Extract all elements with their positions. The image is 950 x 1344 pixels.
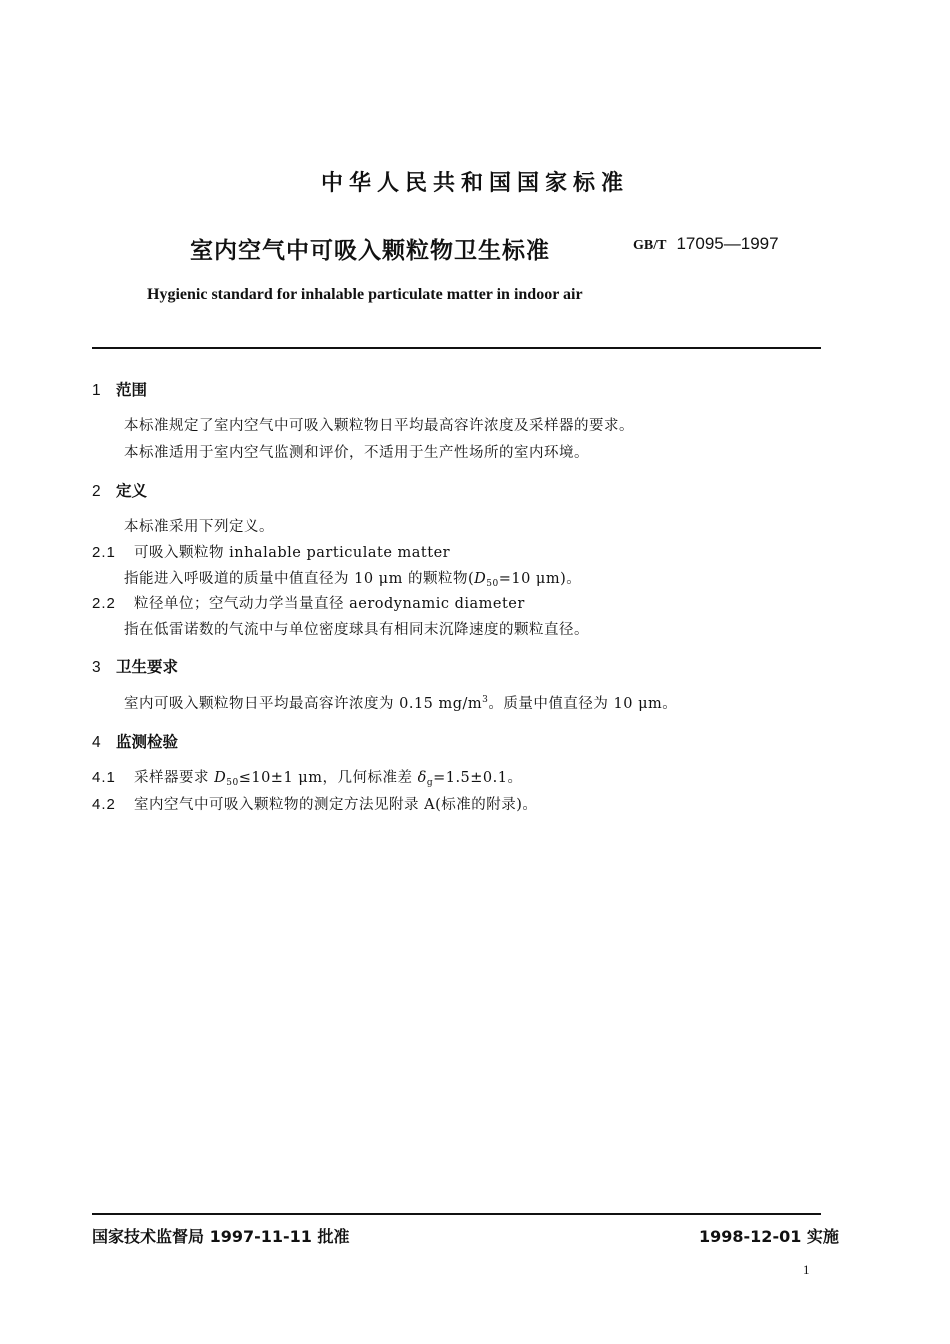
clause-4-2	[92, 793, 537, 814]
definition-2-1-text	[124, 567, 581, 589]
section-1-heading	[92, 378, 147, 400]
standard-title-en: Hygienic standard for inhalable particulate matter in indoor air	[147, 286, 583, 303]
section-4-heading	[92, 730, 178, 752]
page-number: 1	[803, 1262, 810, 1277]
definition-text-a: 指能进入呼吸道的质量中值直径为 10 μm 的颗粒物(	[124, 571, 475, 587]
section-title: 卫生要求	[116, 658, 179, 676]
implementation-date: 1998-12-01 实施	[699, 1227, 839, 1246]
clause-number: 4.1	[92, 769, 116, 786]
variable-d: D	[214, 770, 227, 786]
clause-text: 室内空气中可吸入颗粒物的测定方法见附录 A(标准的附录)。	[134, 797, 538, 813]
header-divider	[92, 347, 821, 349]
variable-d: D	[474, 571, 487, 587]
definition-2-2-term	[92, 592, 525, 613]
section-3-heading	[92, 655, 178, 677]
requirement-text-a: 室内可吸入颗粒物日平均最高容许浓度为 0.15 mg/m	[124, 696, 483, 712]
footer-divider	[92, 1213, 821, 1215]
clause-number: 4.2	[92, 796, 116, 813]
section-number: 2	[92, 483, 101, 500]
section-title: 监测检验	[116, 733, 179, 751]
section-3-paragraph	[124, 692, 677, 713]
section-number: 3	[92, 659, 101, 676]
section-2-heading	[92, 479, 147, 501]
section-number: 1	[92, 382, 101, 399]
standard-code	[633, 234, 779, 254]
clause-number: 2.1	[92, 544, 116, 561]
section-2-paragraph-1: 本标准采用下列定义。	[124, 519, 274, 535]
clause-text-a: 采样器要求	[134, 770, 215, 786]
superscript: 3	[482, 695, 489, 705]
clause-4-1	[92, 766, 523, 788]
definition-text-b: =10 μm)。	[498, 571, 582, 587]
subscript: g	[426, 778, 434, 788]
code-number: 17095—1997	[676, 234, 779, 253]
subscript: 50	[226, 778, 239, 788]
approval-line: 国家技术监督局 1997-11-11 批准	[92, 1227, 350, 1246]
section-number: 4	[92, 734, 101, 751]
section-1-paragraph-1: 本标准规定了室内空气中可吸入颗粒物日平均最高容许浓度及采样器的要求。	[124, 418, 634, 434]
clause-text-c: =1.5±0.1。	[433, 770, 523, 786]
org-title: 中华人民共和国国家标准	[320, 171, 629, 196]
subscript: 50	[486, 579, 499, 589]
section-1-paragraph-2: 本标准适用于室内空气监测和评价，不适用于生产性场所的室内环境。	[124, 445, 589, 461]
definition-2-1-term	[92, 541, 450, 562]
requirement-text-b: 。质量中值直径为 10 μm。	[488, 696, 678, 712]
definition-term: 粒径单位；空气动力学当量直径 aerodynamic diameter	[134, 596, 525, 612]
definition-2-2-text: 指在低雷诺数的气流中与单位密度球具有相同末沉降速度的颗粒直径。	[124, 622, 589, 638]
clause-text-b: ≤10±1 μm，几何标准差	[238, 770, 418, 786]
standard-title-cn: 室内空气中可吸入颗粒物卫生标准	[190, 238, 550, 264]
section-title: 范围	[116, 381, 148, 399]
clause-number: 2.2	[92, 595, 116, 612]
section-title: 定义	[116, 482, 148, 500]
code-prefix: GB/T	[633, 238, 667, 253]
definition-term: 可吸入颗粒物 inhalable particulate matter	[134, 545, 451, 561]
variable-delta: δ	[417, 770, 427, 786]
